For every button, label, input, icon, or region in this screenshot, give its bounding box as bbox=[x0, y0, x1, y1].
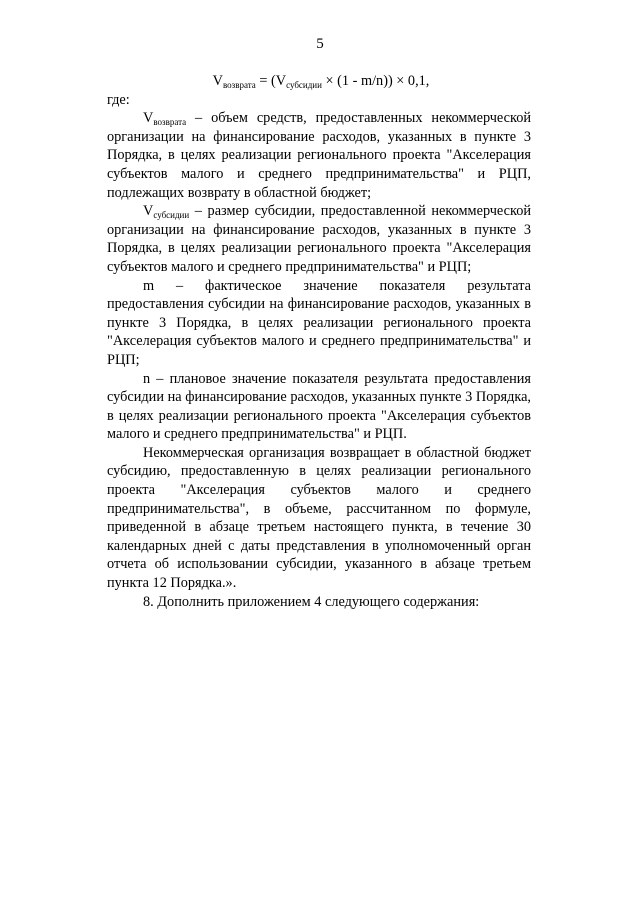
formula-v-main: V bbox=[212, 73, 223, 89]
formula bbox=[107, 72, 531, 91]
definition-symbol-sub: субсидии bbox=[153, 210, 190, 221]
definition-symbol: n bbox=[143, 370, 151, 387]
formula-subsidy-sub: субсидии bbox=[286, 80, 322, 90]
formula-eq-open: = (V bbox=[255, 73, 287, 89]
definition-symbol: m bbox=[143, 277, 155, 294]
definition-text: – фактическое значение показателя результата предоставления субсидии на финансирование расходов, указанных в пункте 3 Порядка, в целях реализации регионального проекта "Акселерация субъектов малого и среднего предпринимательства" и РЦП; bbox=[107, 277, 531, 368]
definition-n bbox=[107, 370, 531, 444]
definition-v-subsidy bbox=[107, 202, 531, 276]
definition-v-return bbox=[107, 109, 531, 202]
where-label: где: bbox=[107, 91, 130, 108]
document-body bbox=[107, 72, 531, 611]
definition-text: – объем средств, предоставленных некоммерческой организации на финансирование расходов, указанных в пункте 3 Порядка, в целях реализации регионального проекта "Акселерация субъектов малого и среднего предпринимательства" и РЦП, подлежащих возврату в областной бюджет; bbox=[107, 110, 531, 201]
formula-v-sub: возврата bbox=[222, 80, 256, 90]
item-8: 8. Дополнить приложением 4 следующего содержания: bbox=[143, 593, 480, 610]
definition-text: – размер субсидии, предоставленной некоммерческой организации на финансирование расходов, указанных в пункте 3 Порядка, в целях реализации регионального проекта "Акселерация субъектов малого и среднего предпринимательства" и РЦП; bbox=[107, 203, 531, 275]
definition-text: – плановое значение показателя результата предоставления субсидии на финансирование расходов, указанных пункте 3 Порядка, в целях реализации регионального проекта "Акселерация субъектов малого и среднего предпринимательства" и РЦП. bbox=[107, 370, 531, 443]
formula-rest: × (1 - m/n)) × 0,1, bbox=[321, 73, 430, 89]
definition-symbol: V bbox=[143, 203, 154, 220]
page-number: 5 bbox=[316, 36, 324, 52]
definition-symbol: V bbox=[143, 110, 154, 127]
definition-m bbox=[107, 277, 531, 370]
return-paragraph: Некоммерческая организация возвращает в областной бюджет субсидию, предоставленную в целях реализации регионального проекта "Акселерация субъектов малого и среднего предпринимательства", в объеме, рассчитанном по формуле, приведенной в абзаце третьем настоящего пункта, в течение 30 календарных дней с даты представления в уполномоченный орган отчета об использовании субсидии, указанного в абзаце третьем пункта 12 Порядка.». bbox=[107, 444, 531, 592]
definition-symbol-sub: возврата bbox=[153, 117, 187, 128]
